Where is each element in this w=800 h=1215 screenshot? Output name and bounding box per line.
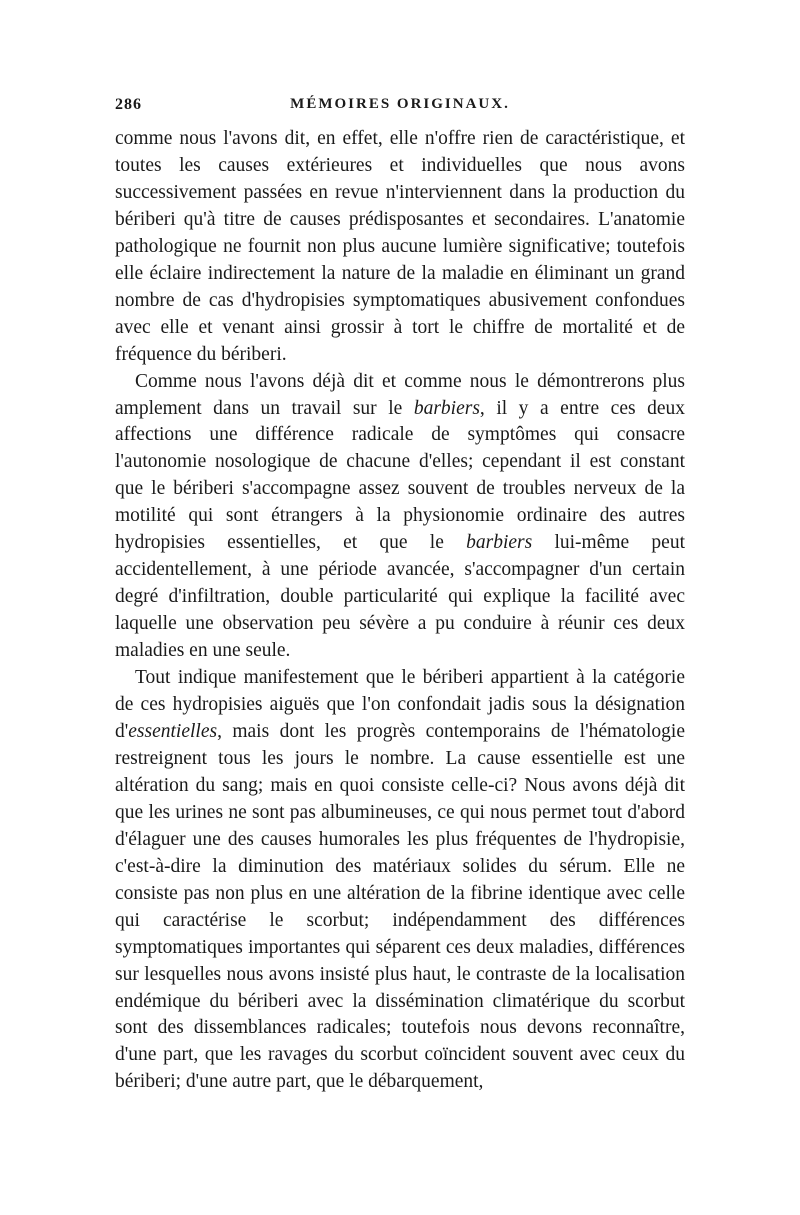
running-title: MÉMOIRES ORIGINAUX. xyxy=(290,96,510,112)
text-run: Comme nous l'avons déjà dit et comme nous le démontrerons plus amplement dans un travail sur le xyxy=(115,370,685,419)
paragraph-continued xyxy=(115,126,685,369)
italic-term-barbiers: barbiers xyxy=(466,532,533,554)
running-head xyxy=(115,96,685,126)
text-run: , il y a entre ces deux affections une différence radicale de symptômes qui consacre l'autonomie nosologique de chacune d'elles; cependant il est constant que le bériberi s'accompagne assez souvent de troubles nerveux de la motilité qui sont étrangers à la physionomie ordinaire des autres hydropisies essentielles, et que le xyxy=(115,397,686,554)
italic-term-essentielles: essentielles xyxy=(128,720,218,742)
text-run: lui-même peut accidentellement, à une période avancée, s'accompagner d'un certain degré d'infiltration, double particularité qui explique la facilité avec laquelle une observation peu sévère a pu conduire à réunir ces deux maladies en une seule. xyxy=(115,532,685,662)
body-text xyxy=(115,126,685,1096)
text-run: , mais dont les progrès contemporains de l'hématologie restreignent tous les jours le nombre. La cause essentielle est une altération du sang; mais en quoi consiste celle-ci? Nous avons déjà dit que les urines ne sont pas albumineuses, ce qui nous permet tout d'abord d'élaguer une des causes humorales les plus fréquentes de l'hydropisie, c'est-à-dire la diminution des matériaux solides du sérum. Elle ne consiste pas non plus en une altération de la fibrine identique avec celle qui caractérise le scorbut; indépendamment des différences symptomatiques importantes qui séparent ces deux maladies, différences sur lesquelles nous avons insisté plus haut, le contraste de la localisation endémique du bériberi avec la dissémination climatérique du scorbut sont des dissemblances radicales; toutefois nous devons reconnaître, d'une part, que les ravages du scorbut coïncident souvent avec ceux du bériberi; d'une autre part, que le débarquement, xyxy=(115,720,685,1093)
paragraph-barbiers xyxy=(115,369,685,665)
page-number: 286 xyxy=(115,96,142,113)
text-run: Tout indique manifestement que le bériberi appartient à la catégorie de ces hydropisies aiguës que l'on confondait jadis sous la désignation d' xyxy=(115,667,685,742)
text-run: comme nous l'avons dit, en effet, elle n'offre rien de caractéristique, et toutes les causes extérieures et individuelles que nous avons successivement passées en revue n'interviennent dans la production du bériberi qu'à titre de causes prédisposantes et secondaires. L'anatomie pathologique ne fournit non plus aucune lumière significative; toutefois elle éclaire indirectement la nature de la maladie en éliminant un grand nombre de cas d'hydropisies symptomatiques abusivement confondues avec elle et venant ainsi grossir à tort le chiffre de mortalité et de fréquence du bériberi. xyxy=(115,128,685,365)
italic-term-barbiers: barbiers xyxy=(413,397,480,419)
book-page xyxy=(115,96,685,1096)
paragraph-hydropisies xyxy=(115,665,685,1096)
